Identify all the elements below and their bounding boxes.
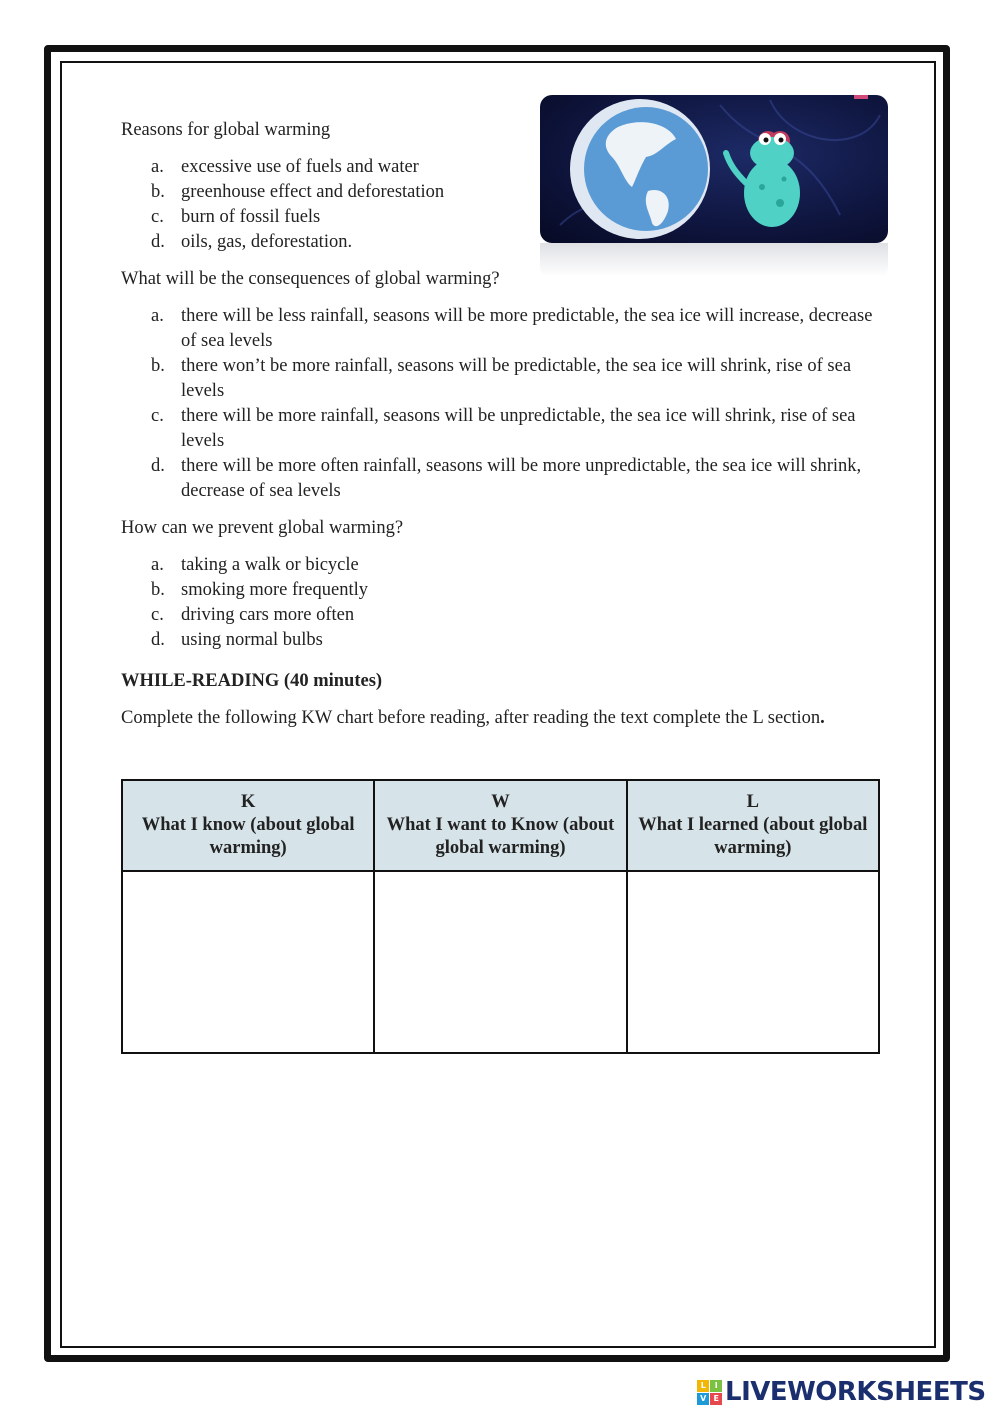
kwl-title: What I want to Know (about global warming)	[386, 815, 615, 858]
option-letter: d.	[151, 456, 165, 476]
option-letter: d.	[151, 232, 165, 252]
kwl-answer-row	[122, 871, 879, 1053]
option-text: smoking more frequently	[181, 580, 369, 600]
worksheet-content	[121, 118, 881, 745]
logo-text: LIVEWORKSHEETS	[725, 1377, 986, 1407]
option-letter: d.	[151, 630, 165, 650]
instruction-period: .	[820, 708, 825, 728]
while-reading-instruction	[121, 706, 881, 731]
option-item[interactable]	[121, 230, 881, 255]
option-text: there won’t be more rainfall, seasons will be predictable, the sea ice will shrink, rise of sea levels	[181, 356, 852, 401]
options-prevention	[121, 553, 881, 653]
option-item[interactable]	[121, 180, 881, 205]
question-reasons: Reasons for global warming	[121, 120, 331, 140]
kwl-header-row	[122, 780, 879, 871]
option-letter: c.	[151, 406, 164, 426]
option-text: excessive use of fuels and water	[181, 157, 419, 177]
kwl-letter: L	[746, 792, 759, 812]
option-text: oils, gas, deforestation.	[181, 232, 353, 252]
instruction-text: Complete the following KW chart before reading, after reading the text complete the L section	[121, 708, 821, 728]
question-consequences: What will be the consequences of global warming?	[121, 269, 500, 289]
liveworksheets-logo	[697, 1376, 986, 1408]
logo-badge-icon	[697, 1380, 722, 1405]
option-letter: c.	[151, 605, 164, 625]
option-text: there will be more rainfall, seasons will be unpredictable, the sea ice will shrink, rise of sea levels	[181, 406, 856, 451]
options-consequences	[121, 304, 881, 504]
option-item[interactable]	[121, 628, 881, 653]
option-text: using normal bulbs	[181, 630, 323, 650]
badge-letter: I	[710, 1380, 722, 1392]
kwl-answer-l[interactable]	[627, 871, 879, 1053]
option-letter: c.	[151, 207, 164, 227]
kwl-answer-k[interactable]	[122, 871, 374, 1053]
kwl-title: What I learned (about global warming)	[638, 815, 868, 858]
option-item[interactable]	[121, 578, 881, 603]
kwl-letter: W	[491, 792, 510, 812]
kwl-letter: K	[240, 792, 256, 812]
option-letter: b.	[151, 182, 165, 202]
option-text: driving cars more often	[181, 605, 355, 625]
option-letter: b.	[151, 356, 165, 376]
kwl-header-k	[122, 780, 374, 871]
kwl-header-l	[627, 780, 879, 871]
option-item[interactable]	[121, 304, 881, 354]
option-item[interactable]	[121, 354, 881, 404]
options-reasons	[121, 155, 881, 255]
option-text: there will be less rainfall, seasons will be more predictable, the sea ice will increase, decrease of sea levels	[181, 306, 873, 351]
kwl-header-w	[374, 780, 626, 871]
kwl-title: What I know (about global warming)	[141, 815, 355, 858]
option-item[interactable]	[121, 155, 881, 180]
option-text: burn of fossil fuels	[181, 207, 321, 227]
badge-letter: L	[697, 1380, 709, 1392]
option-text: greenhouse effect and deforestation	[181, 182, 445, 202]
option-letter: b.	[151, 580, 165, 600]
badge-letter: E	[710, 1393, 722, 1405]
option-item[interactable]	[121, 553, 881, 578]
option-text: there will be more often rainfall, seasons will be more unpredictable, the sea ice will shrink, decrease of sea levels	[181, 456, 862, 501]
question-prevention: How can we prevent global warming?	[121, 518, 404, 538]
option-text: taking a walk or bicycle	[181, 555, 359, 575]
option-letter: a.	[151, 555, 164, 575]
option-item[interactable]	[121, 404, 881, 454]
option-letter: a.	[151, 306, 164, 326]
kwl-chart	[121, 779, 880, 1054]
kwl-answer-w[interactable]	[374, 871, 626, 1053]
option-item[interactable]	[121, 205, 881, 230]
option-item[interactable]	[121, 603, 881, 628]
option-letter: a.	[151, 157, 164, 177]
badge-letter: V	[697, 1393, 709, 1405]
while-reading-heading: WHILE-READING (40 minutes)	[121, 671, 383, 691]
option-item[interactable]	[121, 454, 881, 504]
